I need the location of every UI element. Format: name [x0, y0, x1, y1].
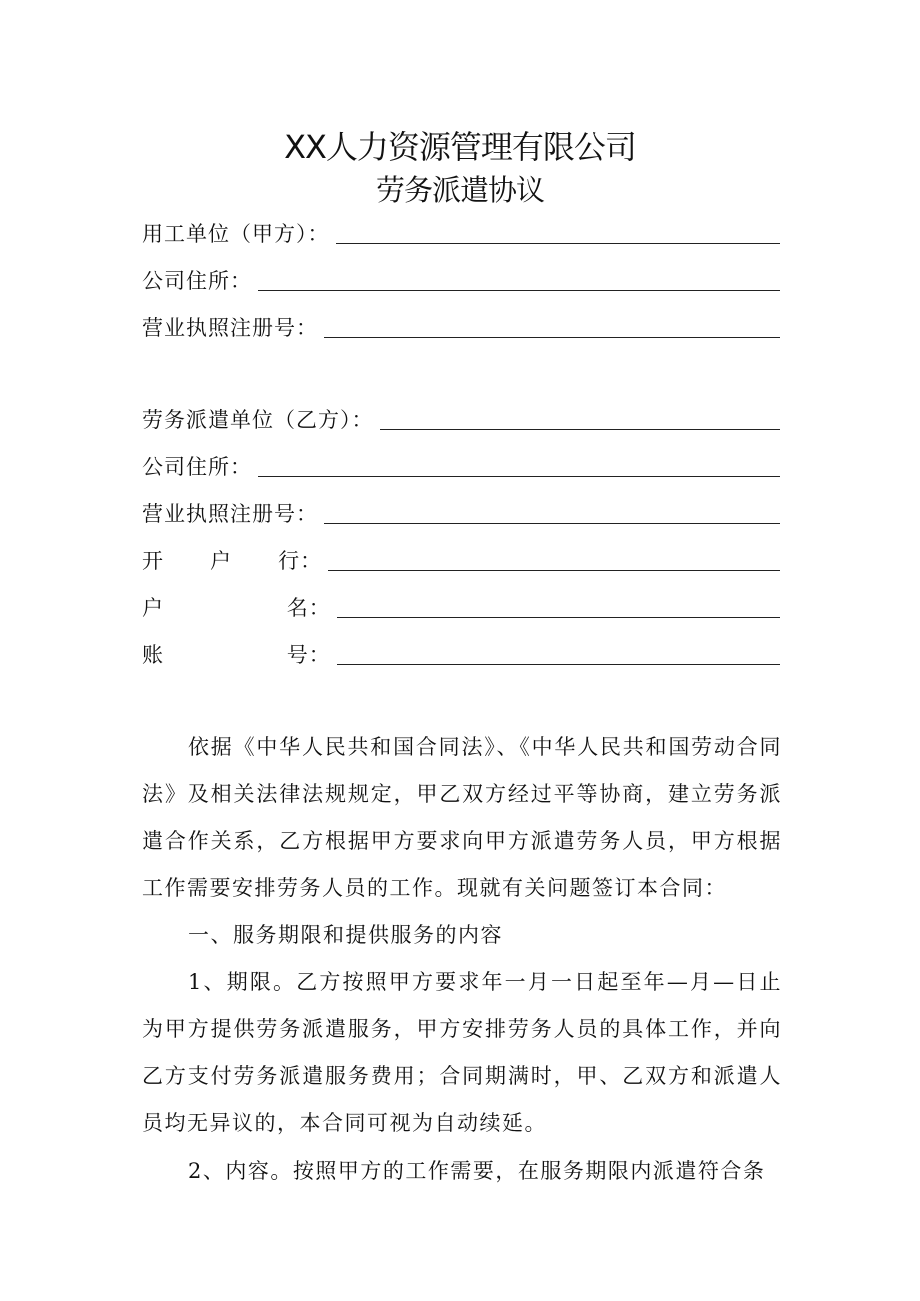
field-label: 营业执照注册号： [142, 502, 318, 526]
agreement-title: 劳务派遣协议 [375, 173, 544, 207]
field-label: 公司住所： [142, 455, 252, 479]
field-label: 开 户 行： [142, 549, 323, 573]
fill-in-line[interactable] [336, 243, 781, 244]
field-label: 公司住所： [142, 269, 252, 293]
party-a-address-field [142, 261, 780, 297]
section1-heading: 一、服务期限和提供服务的内容 [188, 923, 503, 947]
field-label: 户 名： [142, 596, 331, 620]
field-label: 劳务派遣单位（乙方）： [142, 408, 374, 432]
party-a-name-field [142, 214, 780, 250]
party-b-name-field [142, 400, 780, 436]
clause1-paragraph: 1、期限。乙方按照甲方要求年一月一日起至年—月—日止为甲方提供劳务派遣服务，甲方安排劳务人员的具体工作，并向乙方支付劳务派遣服务费用；合同期满时，甲、乙双方和派遣人员均无异议的，本合同可视为自动续延。 [142, 970, 782, 1135]
party-b-license-field [142, 494, 780, 530]
fill-in-line[interactable] [258, 476, 780, 477]
field-label: 账 号： [142, 643, 331, 667]
fill-in-line[interactable] [337, 617, 780, 618]
party-a-license-field [142, 308, 780, 344]
clause2-paragraph: 2、内容。按照甲方的工作需要，在服务期限内派遣符合条 [188, 1159, 766, 1183]
fill-in-line[interactable] [337, 664, 780, 665]
fill-in-line[interactable] [258, 290, 780, 291]
company-title: XX人力资源管理有限公司 [284, 128, 636, 166]
fill-in-line[interactable] [324, 523, 780, 524]
party-b-address-field [142, 447, 780, 483]
field-label: 用工单位（甲方）： [142, 222, 330, 246]
party-b-bank-field [142, 541, 780, 577]
party-b-account-number-field [142, 635, 780, 671]
party-b-account-name-field [142, 588, 780, 624]
fill-in-line[interactable] [324, 337, 780, 338]
field-label: 营业执照注册号： [142, 316, 318, 340]
intro-paragraph: 依据《中华人民共和国合同法》、《中华人民共和国劳动合同法》及相关法律法规规定，甲乙双方经过平等协商，建立劳务派遣合作关系，乙方根据甲方要求向甲方派遣劳务人员，甲方根据工作需要安排劳务人员的工作。现就有关问题签订本合同： [142, 735, 782, 900]
fill-in-line[interactable] [328, 570, 780, 571]
fill-in-line[interactable] [380, 429, 781, 430]
